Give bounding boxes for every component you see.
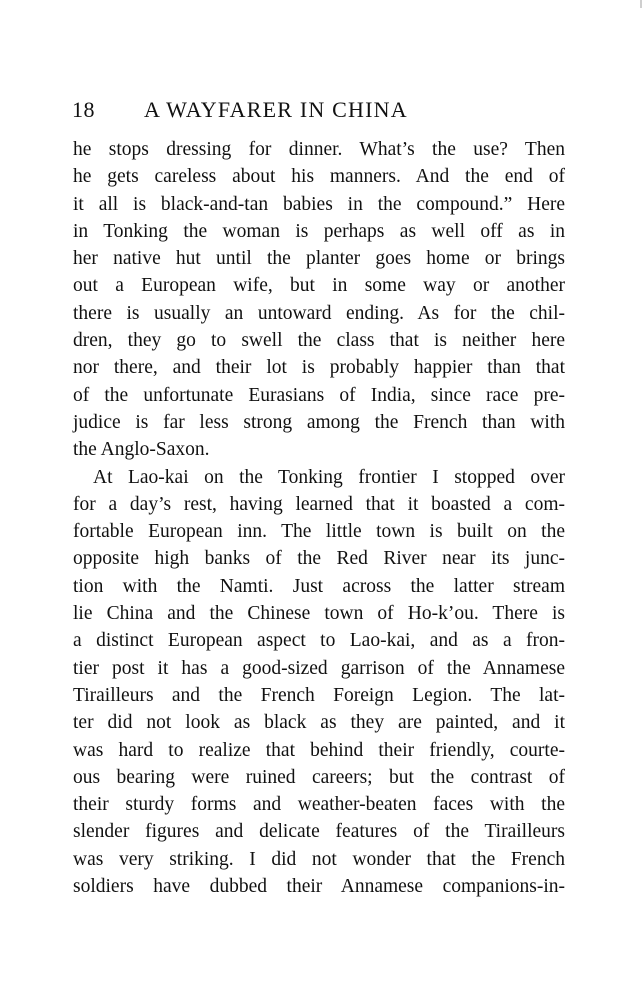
text-line: fortable European inn. The little town is built on the bbox=[73, 521, 565, 543]
text-line: tier post it has a good-sized garrison of the Annamese bbox=[73, 657, 565, 679]
page-header bbox=[72, 96, 572, 126]
text-line: in Tonking the woman is perhaps as well off as in bbox=[73, 220, 565, 242]
text-line: nor there, and their lot is probably happier than that bbox=[73, 357, 565, 379]
text-line: a distinct European aspect to Lao-kai, and as a fron- bbox=[73, 630, 565, 652]
running-title: A WAYFARER IN CHINA bbox=[144, 97, 408, 122]
text-line: was very striking. I did not wonder that the French bbox=[73, 848, 565, 870]
text-line: tion with the Namti. Just across the latter stream bbox=[73, 575, 565, 597]
text-line: lie China and the Chinese town of Ho-k’ou. There is bbox=[73, 603, 565, 625]
text-line: it all is black-and-tan babies in the compound.” Here bbox=[73, 193, 565, 215]
text-line-paragraph-start: At Lao-kai on the Tonking frontier I stopped over bbox=[93, 466, 565, 488]
text-line: judice is far less strong among the French than with bbox=[73, 411, 565, 433]
text-line: for a day’s rest, having learned that it boasted a com- bbox=[73, 493, 565, 515]
body-text bbox=[73, 136, 565, 900]
text-line: he gets careless about his manners. And the end of bbox=[73, 166, 565, 188]
text-line: soldiers have dubbed their Annamese companions-in- bbox=[73, 876, 565, 898]
text-line: there is usually an untoward ending. As for the chil- bbox=[73, 302, 565, 324]
page-number: 18 bbox=[72, 97, 95, 122]
text-line: dren, they go to swell the class that is neither here bbox=[73, 330, 565, 352]
text-line: he stops dressing for dinner. What’s the use? Then bbox=[73, 139, 565, 160]
text-line: ter did not look as black as they are painted, and it bbox=[73, 712, 565, 734]
text-line: of the unfortunate Eurasians of India, since race pre- bbox=[73, 384, 565, 406]
text-line: Tirailleurs and the French Foreign Legion. The lat- bbox=[73, 684, 565, 706]
text-line: ous bearing were ruined careers; but the contrast of bbox=[73, 766, 565, 788]
text-line: was hard to realize that behind their friendly, courte- bbox=[73, 739, 565, 761]
text-line: their sturdy forms and weather-beaten faces with the bbox=[73, 794, 565, 816]
text-line: out a European wife, but in some way or another bbox=[73, 275, 565, 297]
text-line: her native hut until the planter goes home or brings bbox=[73, 248, 565, 270]
text-line: opposite high banks of the Red River near its junc- bbox=[73, 548, 565, 570]
text-line-paragraph-end: the Anglo-Saxon. bbox=[73, 439, 210, 461]
text-line: slender figures and delicate features of the Tirailleurs bbox=[73, 821, 565, 843]
